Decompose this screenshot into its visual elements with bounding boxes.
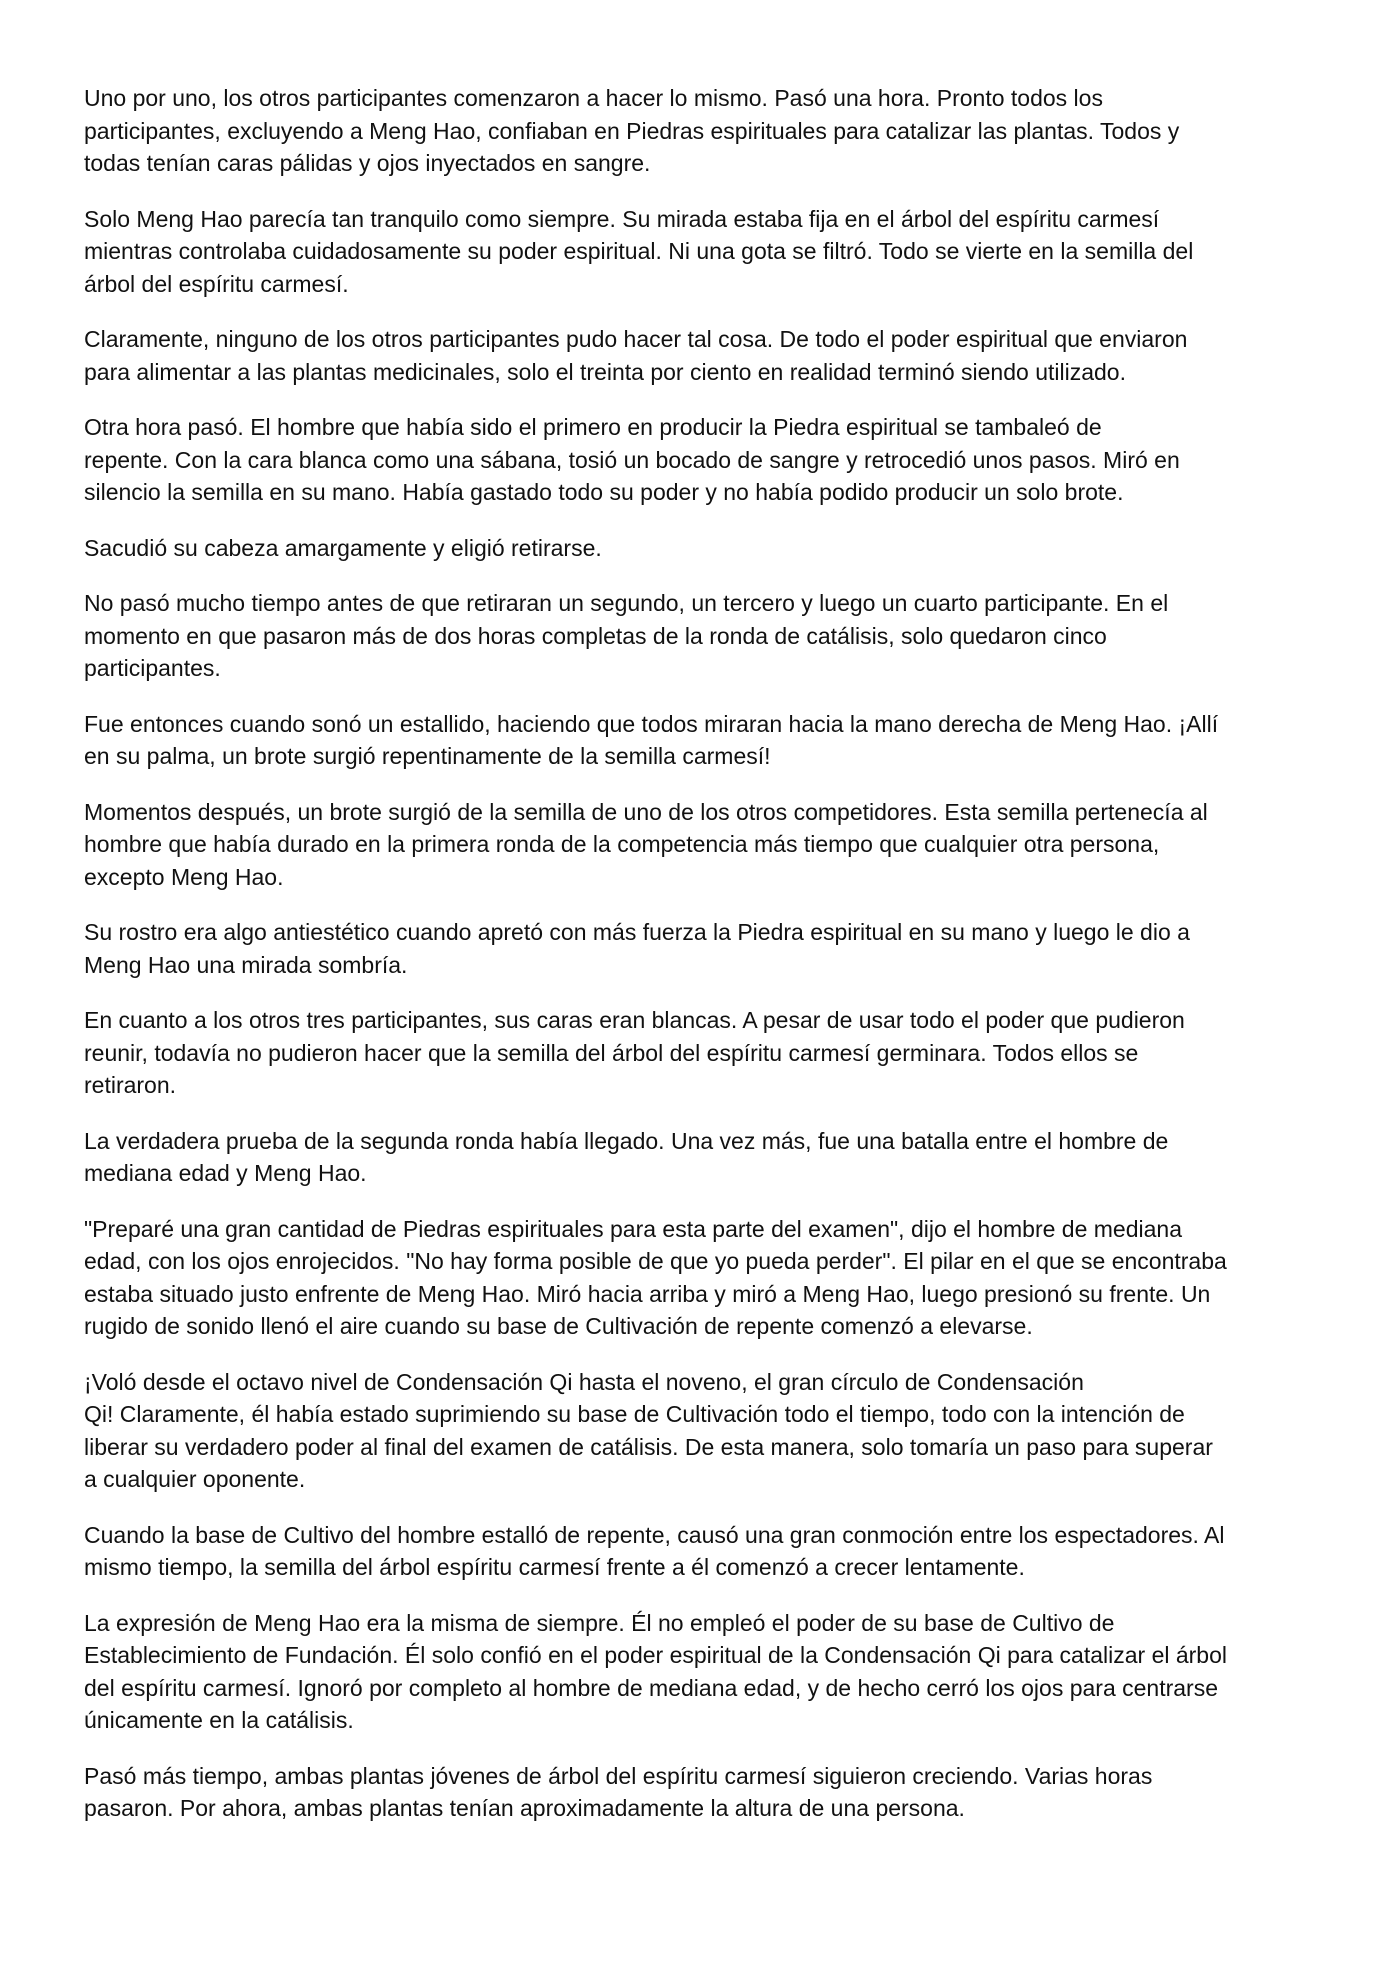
paragraph-3: Claramente, ninguno de los otros participantes pudo hacer tal cosa. De todo el poder espiritual que enviaron para alimentar a las plantas medicinales, solo el treinta por ciento en realidad terminó siendo utilizado. xyxy=(84,326,1188,385)
paragraph-12: "Preparé una gran cantidad de Piedras espirituales para esta parte del examen", dijo el hombre de mediana edad, con los ojos enrojecidos. "No hay forma posible de que yo pueda perder". El pilar en el que se encontraba estaba situado justo enfrente de Meng Hao. Miró hacia arriba y miró a Meng Hao, luego presionó su frente. Un rugido de sonido llenó el aire cuando su base de Cultivación de repente comenzó a elevarse. xyxy=(84,1215,1227,1339)
paragraph-14: Cuando la base de Cultivo del hombre estalló de repente, causó una gran conmoción entre los espectadores. Al mismo tiempo, la semilla del árbol espíritu carmesí frente a él comenzó a crecer lentamente. xyxy=(84,1521,1225,1580)
paragraph-8: Momentos después, un brote surgió de la semilla de uno de los otros competidores. Esta semilla pertenecía al hombre que había durado en la primera ronda de la competencia más tiempo que cualquier otra persona, excepto Meng Hao. xyxy=(84,798,1208,890)
paragraph-5: Sacudió su cabeza amargamente y eligió retirarse. xyxy=(84,534,602,561)
paragraph-11: La verdadera prueba de la segunda ronda había llegado. Una vez más, fue una batalla entre el hombre de mediana edad y Meng Hao. xyxy=(84,1127,1169,1186)
paragraph-9: Su rostro era algo antiestético cuando apretó con más fuerza la Piedra espiritual en su mano y luego le dio a Meng Hao una mirada sombría. xyxy=(84,919,1190,978)
document-page xyxy=(84,82,1324,1848)
paragraph-6: No pasó mucho tiempo antes de que retiraran un segundo, un tercero y luego un cuarto participante. En el momento en que pasaron más de dos horas completas de la ronda de catálisis, solo quedaron cinco participantes. xyxy=(84,590,1169,681)
paragraph-15: La expresión de Meng Hao era la misma de siempre. Él no empleó el poder de su base de Cultivo de Establecimiento de Fundación. Él solo confió en el poder espiritual de la Condensación Qi para catalizar el árbol del espíritu carmesí. Ignoró por completo al hombre de mediana edad, y de hecho cerró los ojos para centrarse únicamente en la catálisis. xyxy=(84,1609,1228,1733)
paragraph-1: Uno por uno, los otros participantes comenzaron a hacer lo mismo. Pasó una hora. Pronto todos los participantes, excluyendo a Meng Hao, confiaban en Piedras espirituales para catalizar las plantas. Todos y todas tenían caras pálidas y ojos inyectados en sangre. xyxy=(84,85,1180,176)
paragraph-13: ¡Voló desde el octavo nivel de Condensación Qi hasta el noveno, el gran círculo de Condensación Qi! Claramente, él había estado suprimiendo su base de Cultivación todo el tiempo, todo con la intención de liberar su verdadero poder al final del examen de catálisis. De esta manera, solo tomaría un paso para superar a cualquier oponente. xyxy=(84,1368,1213,1492)
paragraph-4: Otra hora pasó. El hombre que había sido el primero en producir la Piedra espiritual se tambaleó de repente. Con la cara blanca como una sábana, tosió un bocado de sangre y retrocedió unos pasos. Miró en silencio la semilla en su mano. Había gastado todo su poder y no había podido producir un solo brote. xyxy=(84,414,1180,505)
paragraph-10: En cuanto a los otros tres participantes, sus caras eran blancas. A pesar de usar todo el poder que pudieron reunir, todavía no pudieron hacer que la semilla del árbol del espíritu carmesí germinara. Todos ellos se retiraron. xyxy=(84,1007,1185,1098)
paragraph-16: Pasó más tiempo, ambas plantas jóvenes de árbol del espíritu carmesí siguieron creciendo. Varias horas pasaron. Por ahora, ambas plantas tenían aproximadamente la altura de una persona. xyxy=(84,1762,1153,1821)
paragraph-2: Solo Meng Hao parecía tan tranquilo como siempre. Su mirada estaba fija en el árbol del espíritu carmesí mientras controlaba cuidadosamente su poder espiritual. Ni una gota se filtró. Todo se vierte en la semilla del árbol del espíritu carmesí. xyxy=(84,205,1194,297)
paragraph-7: Fue entonces cuando sonó un estallido, haciendo que todos miraran hacia la mano derecha de Meng Hao. ¡Allí en su palma, un brote surgió repentinamente de la semilla carmesí! xyxy=(84,710,1219,769)
